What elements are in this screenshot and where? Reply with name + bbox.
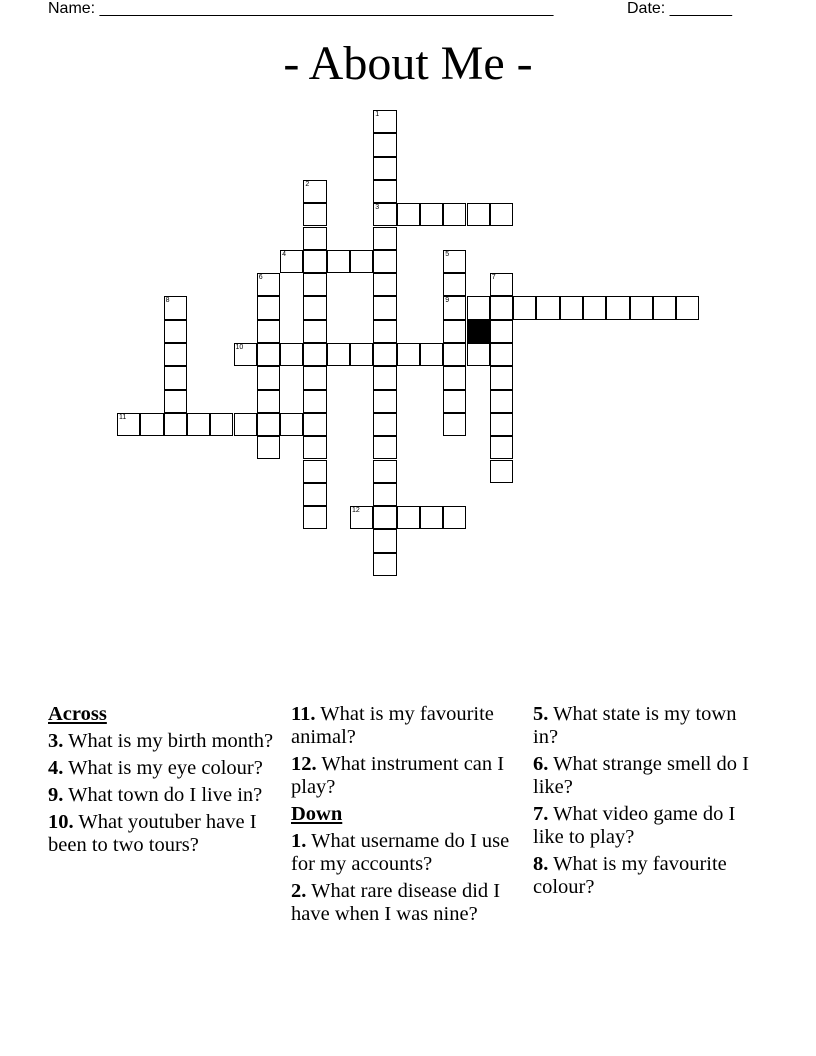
cell-number: 10 [235,344,244,351]
clue-number: 2. [291,880,307,902]
grid-cell[interactable] [373,483,396,506]
grid-cell[interactable] [257,413,280,436]
grid-cell[interactable] [467,203,490,226]
grid-cell[interactable] [653,296,676,319]
grid-cell[interactable] [373,320,396,343]
grid-cell[interactable] [164,390,187,413]
down-heading: Down [291,803,343,825]
grid-cell[interactable] [467,343,490,366]
grid-cell[interactable] [373,110,396,133]
grid-cell[interactable] [257,343,280,366]
grid-cell[interactable] [164,366,187,389]
grid-cell[interactable] [373,250,396,273]
clue-text: What video game do I like to play? [533,803,736,848]
grid-cell[interactable] [373,203,396,226]
across-clues-list [48,730,280,857]
grid-cell[interactable] [303,343,326,366]
grid-cell[interactable] [257,273,280,296]
grid-cell[interactable] [443,390,466,413]
clue-text: What instrument can I play? [291,753,505,798]
grid-cell[interactable] [327,343,350,366]
grid-cell[interactable] [303,273,326,296]
clue-8 [533,853,765,899]
clue-1 [291,830,523,876]
black-cell [467,320,490,343]
grid-cell[interactable] [536,296,559,319]
grid-cell[interactable] [373,343,396,366]
grid-cell[interactable] [443,203,466,226]
grid-cell[interactable] [490,203,513,226]
grid-cell[interactable] [373,413,396,436]
grid-cell[interactable] [373,436,396,459]
grid-cell[interactable] [373,460,396,483]
grid-cell[interactable] [443,320,466,343]
grid-cell[interactable] [373,529,396,552]
grid-cell[interactable] [373,273,396,296]
grid-cell[interactable] [303,296,326,319]
grid-cell[interactable] [280,413,303,436]
grid-cell[interactable] [490,390,513,413]
grid-cell[interactable] [490,366,513,389]
grid-cell[interactable] [373,296,396,319]
grid-cell[interactable] [280,343,303,366]
grid-cell[interactable] [373,366,396,389]
grid-cell[interactable] [397,203,420,226]
grid-cell[interactable] [303,506,326,529]
grid-cell[interactable] [187,413,210,436]
grid-cell[interactable] [373,180,396,203]
clue-6 [533,753,765,799]
grid-cell[interactable] [443,273,466,296]
grid-cell[interactable] [280,250,303,273]
cell-number: 11 [119,413,127,421]
name-field[interactable]: Name: ___________________________________________________ [48,0,554,17]
clue-number: 3. [48,730,64,752]
grid-cell[interactable] [303,320,326,343]
cell-number: 3 [375,204,380,212]
grid-cell[interactable] [303,390,326,413]
grid-cell[interactable] [303,227,326,250]
clue-text: What is my favourite colour? [533,853,727,898]
grid-cell[interactable] [164,296,187,319]
grid-cell[interactable] [303,250,326,273]
clue-number: 5. [533,703,549,725]
clue-12 [291,753,523,799]
grid-cell[interactable] [443,366,466,389]
clue-10 [48,811,280,857]
grid-cell[interactable] [490,320,513,343]
cell-number: 8 [165,297,170,305]
grid-cell[interactable] [443,296,466,319]
clues-column-2 [291,703,523,930]
grid-cell[interactable] [373,390,396,413]
grid-cell[interactable] [303,180,326,203]
grid-cell[interactable] [303,460,326,483]
clue-text: What rare disease did I have when I was nine? [291,880,501,925]
grid-cell[interactable] [140,413,163,436]
grid-cell[interactable] [303,436,326,459]
grid-cell[interactable] [490,273,513,296]
grid-cell[interactable] [303,203,326,226]
cell-number: 4 [282,250,286,258]
clue-3 [48,730,280,753]
cell-number: 5 [445,250,450,258]
grid-cell[interactable] [350,250,373,273]
clue-text: What is my eye colour? [63,757,263,779]
clues-column-3 [533,703,765,903]
grid-cell[interactable] [373,553,396,576]
clue-text: What username do I use for my accounts? [291,830,510,875]
date-field[interactable]: Date: _______ [627,0,732,17]
grid-cell[interactable] [467,296,490,319]
cell-number: 2 [305,180,310,188]
grid-cell[interactable] [373,157,396,180]
across-clues-list-continued [291,703,523,799]
clue-11 [291,703,523,749]
down-clues-list-continued [533,703,765,899]
grid-cell[interactable] [420,343,443,366]
clue-number: 10. [48,811,74,833]
clue-number: 7. [533,803,549,825]
grid-cell[interactable] [257,296,280,319]
clue-number: 12. [291,753,317,775]
grid-cell[interactable] [490,296,513,319]
clue-9 [48,784,280,807]
grid-cell[interactable] [420,506,443,529]
grid-cell[interactable] [397,343,420,366]
grid-cell[interactable] [443,250,466,273]
grid-cell[interactable] [164,320,187,343]
clue-text: What strange smell do I like? [533,753,749,798]
grid-cell[interactable] [350,343,373,366]
grid-cell[interactable] [327,250,350,273]
clue-text: What is my favourite animal? [291,703,494,748]
clue-number: 4. [48,757,64,779]
grid-cell[interactable] [490,460,513,483]
grid-cell[interactable] [350,506,373,529]
grid-cell[interactable] [303,366,326,389]
cell-number: 9 [445,297,450,305]
clue-2 [291,880,523,926]
grid-cell[interactable] [373,506,396,529]
grid-cell[interactable] [257,320,280,343]
grid-cell[interactable] [234,343,257,366]
clue-number: 8. [533,853,549,875]
grid-cell[interactable] [443,506,466,529]
grid-cell[interactable] [420,203,443,226]
grid-cell[interactable] [443,413,466,436]
grid-cell[interactable] [397,506,420,529]
grid-cell[interactable] [257,366,280,389]
clues-column-1 [48,703,280,861]
cell-number: 6 [258,274,263,282]
across-heading: Across [48,703,107,725]
clue-7 [533,803,765,849]
clue-text: What is my birth month? [63,730,274,752]
cell-number: 7 [491,274,496,282]
clue-number: 11. [291,703,316,725]
grid-cell[interactable] [676,296,699,319]
grid-cell[interactable] [583,296,606,319]
grid-cell[interactable] [234,413,257,436]
grid-cell[interactable] [373,133,396,156]
grid-cell[interactable] [443,343,466,366]
page-title: - About Me - [283,37,533,90]
grid-cell[interactable] [490,413,513,436]
grid-cell[interactable] [490,343,513,366]
grid-cell[interactable] [606,296,629,319]
grid-cell[interactable] [630,296,653,319]
cell-number: 1 [375,111,380,118]
grid-cell[interactable] [257,436,280,459]
clue-text: What town do I live in? [63,784,263,806]
cell-number: 12 [352,507,360,515]
grid-cell[interactable] [164,413,187,436]
grid-cell[interactable] [490,436,513,459]
grid-cell[interactable] [513,296,536,319]
clue-4 [48,757,280,780]
grid-cell[interactable] [117,413,140,436]
clue-text: What state is my town in? [533,703,737,748]
down-clues-list [291,830,523,926]
grid-cell[interactable] [257,390,280,413]
grid-cell[interactable] [164,343,187,366]
clue-number: 9. [48,784,64,806]
clue-text: What youtuber have I been to two tours? [48,811,257,856]
grid-cell[interactable] [560,296,583,319]
clue-number: 6. [533,753,549,775]
grid-cell[interactable] [210,413,233,436]
grid-cell[interactable] [303,483,326,506]
clue-5 [533,703,765,749]
grid-cell[interactable] [373,227,396,250]
clue-number: 1. [291,830,307,852]
grid-cell[interactable] [303,413,326,436]
